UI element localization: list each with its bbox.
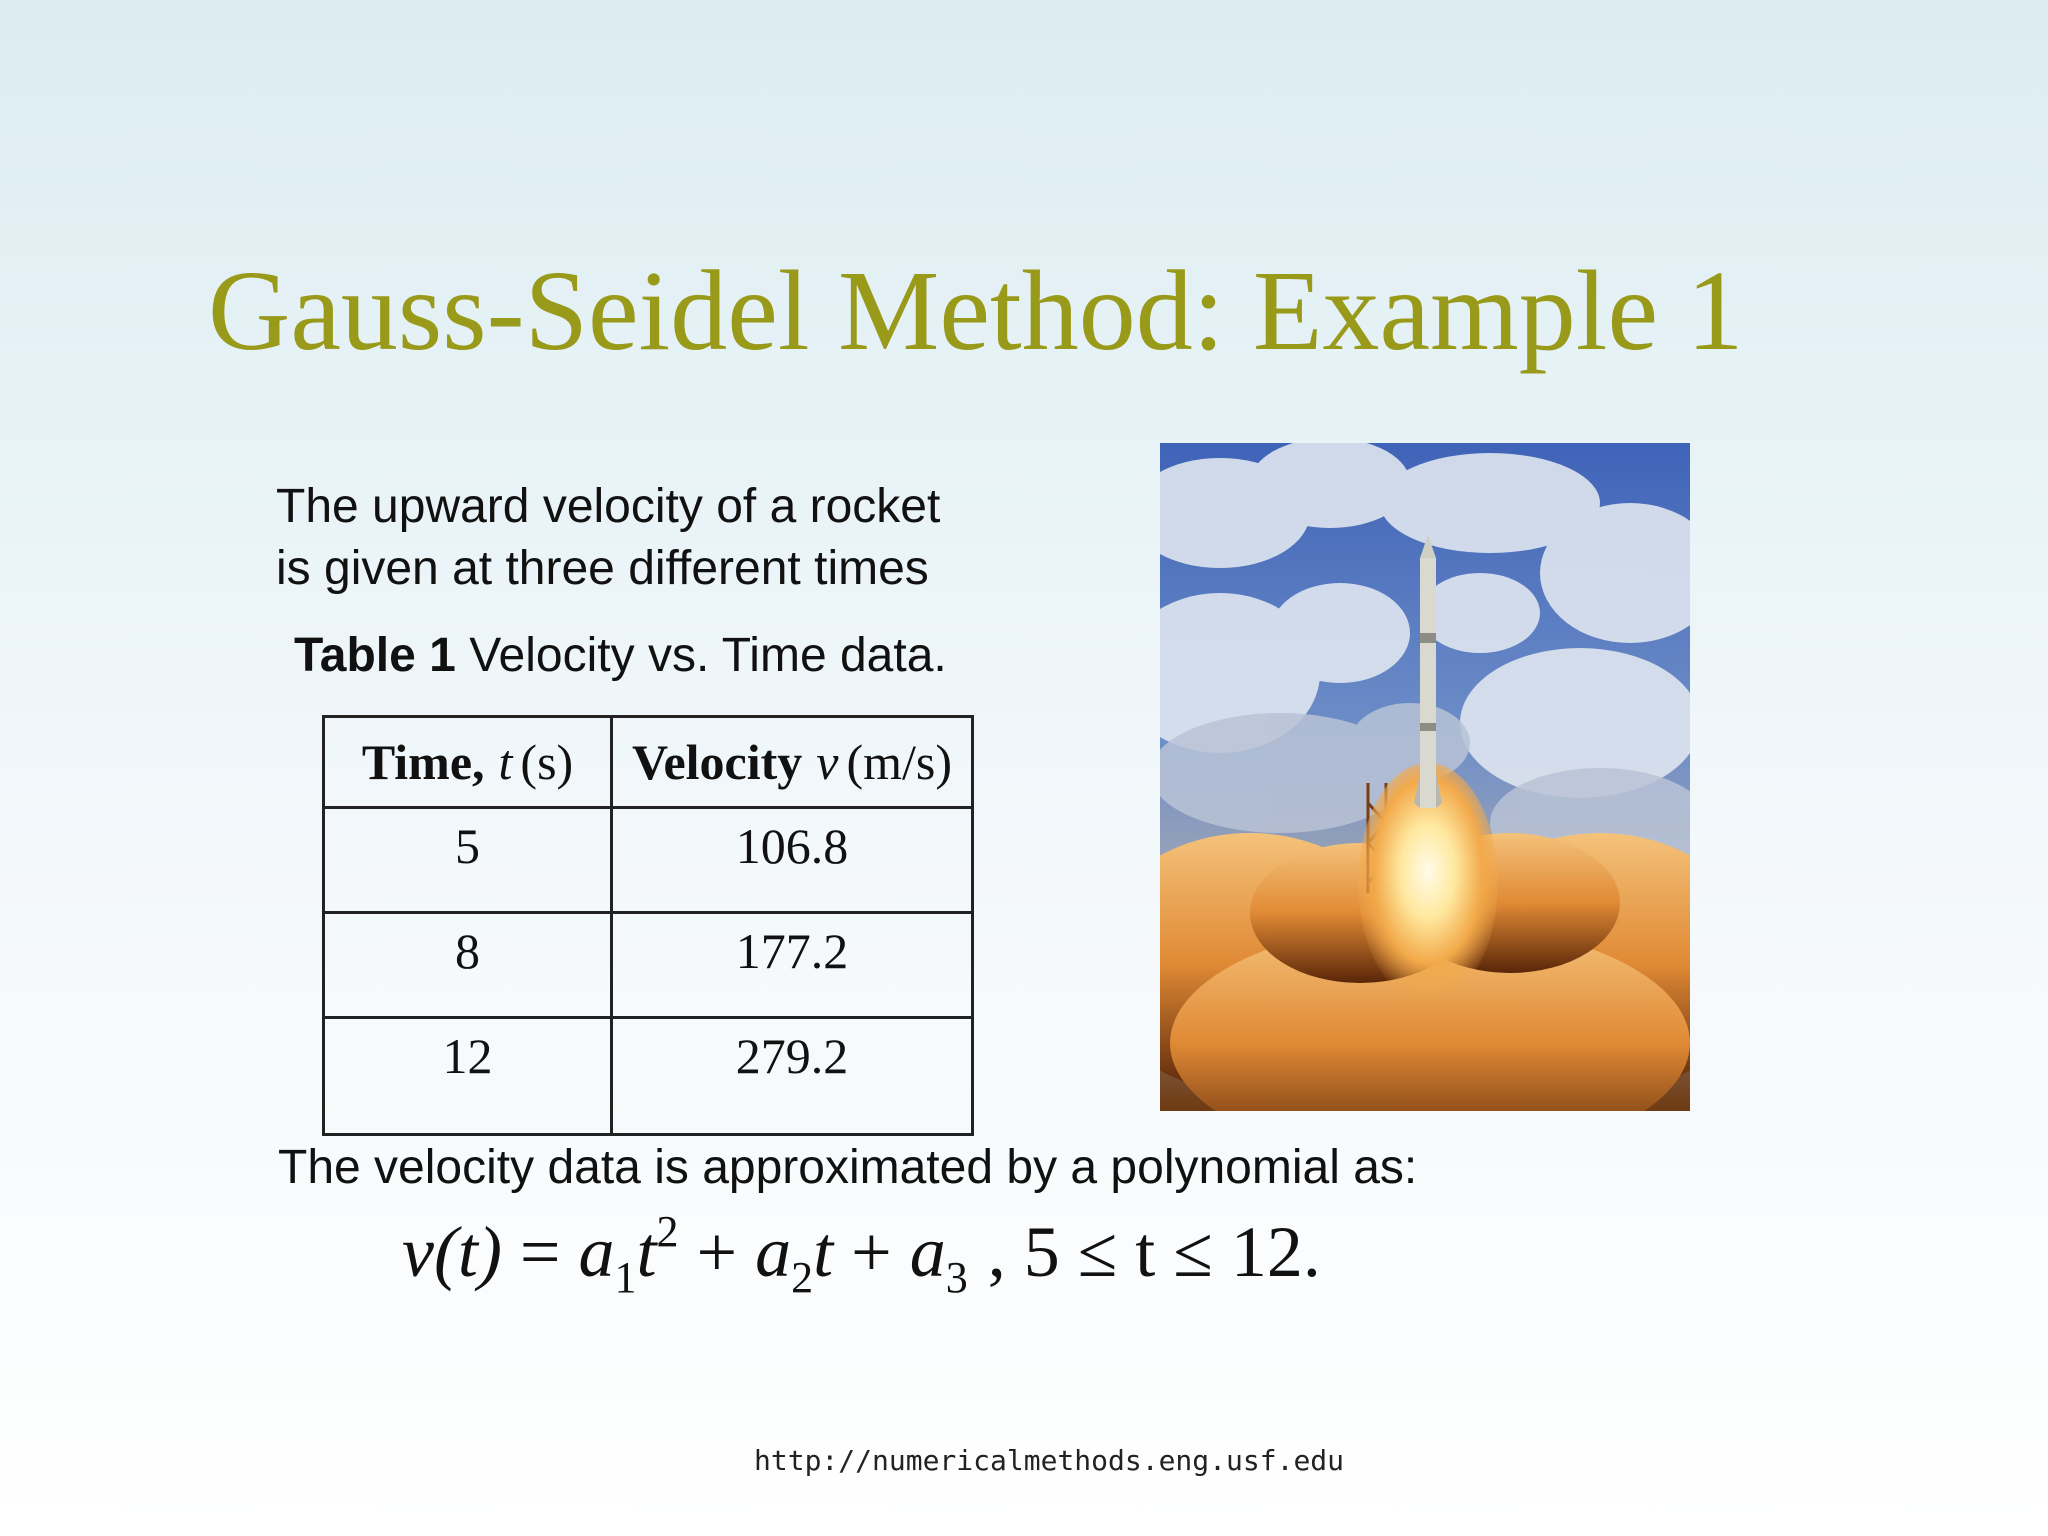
time-cell: 5	[324, 808, 612, 913]
rocket-launch-photo	[1160, 443, 1690, 1111]
slide-title: Gauss-Seidel Method: Example 1	[208, 247, 1744, 374]
table-caption-text: Velocity vs. Time data.	[469, 629, 947, 682]
header-time-unit: (s)	[520, 734, 574, 790]
time-cell: 8	[324, 913, 612, 1018]
eq-equals: =	[519, 1212, 561, 1292]
velocity-cell: 279.2	[612, 1018, 973, 1135]
intro-text	[276, 476, 1036, 600]
eq-a2-sub: 2	[791, 1253, 814, 1302]
table-header-row	[324, 717, 973, 808]
header-time-label: Time,	[361, 734, 485, 790]
eq-t2: t	[813, 1212, 834, 1292]
velocity-cell: 177.2	[612, 913, 973, 1018]
table-row	[324, 913, 973, 1018]
eq-plus-2: +	[851, 1212, 892, 1292]
header-velocity	[612, 717, 973, 808]
header-time	[324, 717, 612, 808]
header-time-variable: t	[498, 734, 513, 790]
velocity-cell: 106.8	[612, 808, 973, 913]
eq-range: , 5 ≤ t ≤ 12.	[987, 1212, 1321, 1292]
polynomial-equation	[402, 1206, 1321, 1303]
intro-line-1: The upward velocity of a rocket	[276, 480, 941, 533]
eq-a3: a	[909, 1212, 946, 1292]
eq-a3-sub: 3	[945, 1253, 968, 1302]
table-row	[324, 808, 973, 913]
polynomial-description: The velocity data is approximated by a polynomial as:	[278, 1141, 1418, 1194]
eq-lhs: v(t)	[402, 1212, 502, 1292]
header-velocity-unit: (m/s)	[846, 734, 953, 790]
intro-line-2: is given at three different times	[276, 542, 929, 595]
velocity-time-table	[322, 715, 974, 1136]
rocket-launch-illustration	[1160, 443, 1690, 1111]
eq-a1: a	[578, 1212, 615, 1292]
time-cell: 12	[324, 1018, 612, 1135]
table-caption-label: Table 1	[294, 629, 456, 682]
eq-t1-sup: 2	[656, 1207, 679, 1256]
eq-plus-1: +	[696, 1212, 738, 1292]
header-velocity-label: Velocity	[631, 734, 803, 790]
eq-a1-sub: 1	[614, 1253, 637, 1302]
table-caption	[294, 628, 947, 683]
eq-a2: a	[755, 1212, 792, 1292]
footer-url: http://numericalmethods.eng.usf.edu	[754, 1444, 1345, 1477]
eq-t1: t	[636, 1212, 657, 1292]
header-velocity-variable: v	[816, 734, 839, 790]
table-row	[324, 1018, 973, 1135]
